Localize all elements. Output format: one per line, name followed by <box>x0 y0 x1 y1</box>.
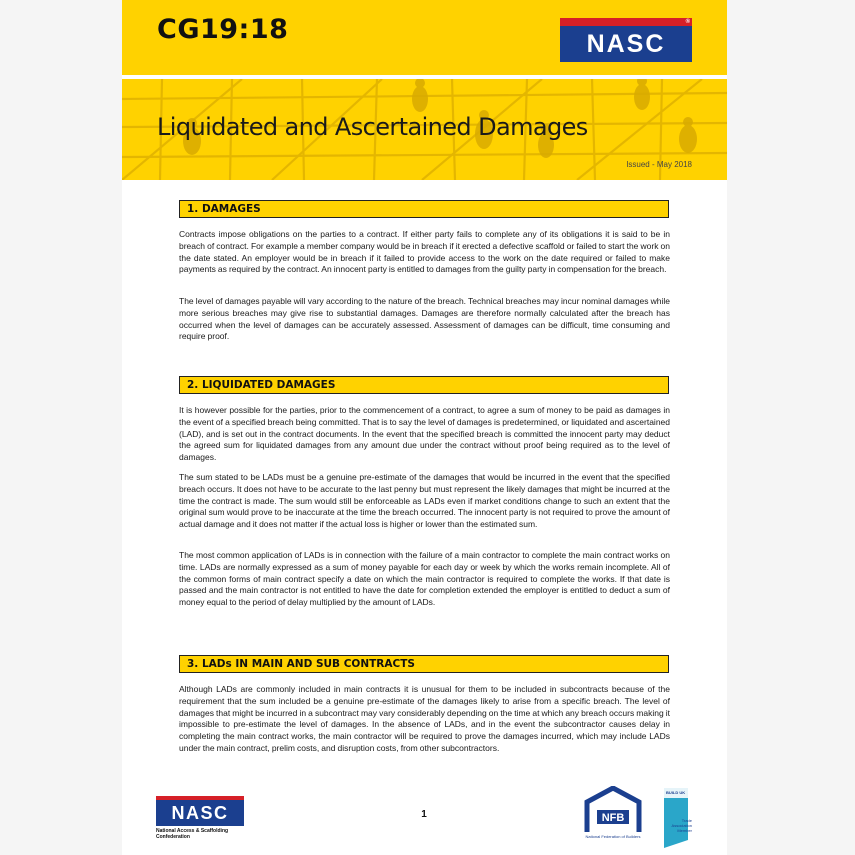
paragraph: The most common application of LADs is in connection with the failure of a main contractor to complete the main contract works on time. LADs are normally expressed as a sum of money payable for each day or week by which the works remain incomplete. All of the common forms of main contract specify a date on which the main contractor is required to complete the works. If that date is passed and the main contractor is not entitled to have the date for completion extended the employer is entitled to deduct a sum of money equal to the period of delay multiplied by the amount of LADs. <box>179 550 670 608</box>
section-heading-liquidated-damages: 2. LIQUIDATED DAMAGES <box>179 376 669 394</box>
paragraph: It is however possible for the parties, prior to the commencement of a contract, to agree a sum of money to be paid as damages in the event of a specified breach being committed. That is to say the level of damages is predetermined, or liquidated and ascertained (LAD), and is set out in the contract documents. In the event that the specified breach is committed the innocent party may deduct the agreed sum for liquidated damages from any amount due under the contract without proof being required as to the level of damages. <box>179 405 670 463</box>
footer-nasc-logo <box>156 796 244 840</box>
nfb-caption: National Federation of Builders <box>585 834 641 839</box>
footer-nasc-line1: National Access & Scaffolding <box>156 828 229 834</box>
nfb-logo-text: NFB <box>601 812 625 824</box>
page-number: 1 <box>421 809 427 820</box>
build-uk-line3: Member <box>677 828 692 833</box>
paragraph: The level of damages payable will vary according to the nature of the breach. Technical breaches may incur nominal damages while more serious breaches may give rise to substantial damages. Damages are therefore normally calculated after the breach has occurred when the level of damages can be accurately assessed. Assessment of damages can be difficult, time consuming and require proof. <box>179 296 670 342</box>
document-code: CG19:18 <box>157 14 289 45</box>
nfb-house-icon <box>583 786 643 834</box>
section-heading-lads-main-sub: 3. LADs IN MAIN AND SUB CONTRACTS <box>179 655 669 673</box>
paragraph: Although LADs are commonly included in main contracts it is unusual for them to be included in subcontracts because of the requirement that the sum included be a genuine pre-estimate of the damages likely to arise from a specific breach. The level of damages that might be incurred in a subcontract may vary considerably depending on the time at which any breach occurs making it impossible to pre-estimate the level of damages. In the absence of LADs, and in the event the subcontractor causes delay in completing the main contract works, the main contractor will be required to prove the damages incurred, which may include LADs under the main contract, prelim costs, and disruption costs, from other subcontractors. <box>179 684 670 753</box>
build-uk-member-logo <box>658 788 692 848</box>
footer-nasc-badge: NASC <box>156 796 244 826</box>
registered-mark: ® <box>685 19 690 25</box>
nasc-logo-text: NASC <box>586 30 666 58</box>
nasc-logo <box>560 18 692 62</box>
build-uk-line2: Association <box>671 823 692 828</box>
footer-nasc-line2: Confederation <box>156 834 190 840</box>
document-title: Liquidated and Ascertained Damages <box>157 113 588 141</box>
header-banner <box>122 0 727 180</box>
document-page <box>122 0 727 855</box>
build-uk-tag: BUILD UK <box>666 790 686 795</box>
section-heading-damages: 1. DAMAGES <box>179 200 669 218</box>
nfb-logo <box>583 786 643 840</box>
header-divider <box>122 75 727 79</box>
paragraph: The sum stated to be LADs must be a genuine pre-estimate of the damages that would be incurred in the event that the specified breach occurs. It does not have to be accurate to the last penny but must represent the likely damages that might be incurred at the time the contract is made. The sum would still be enforceable as LADs even if market conditions change to such an extent that the original sum would prove to be inaccurate at the time the breach occurred. The innocent party is not required to prove the amount of actual damage and it does not matter if the actual loss is higher or lower than the estimated sum. <box>179 472 670 530</box>
build-uk-line1: Trade <box>681 818 692 823</box>
paragraph: Contracts impose obligations on the parties to a contract. If either party fails to complete any of its obligations it is said to be in breach of contract. For example a member company would be in breach if it erected a defective scaffold or failed to start the work on the date stated. An employer would be in breach if it failed to provide access to the work on the date required or failed to make payments as required by the contract. An innocent party is entitled to damages from the guilty party in compensation for the breach. <box>179 229 670 275</box>
build-uk-caption <box>658 818 692 833</box>
footer-nasc-name <box>156 828 248 840</box>
issue-date: Issued - May 2018 <box>626 160 692 169</box>
